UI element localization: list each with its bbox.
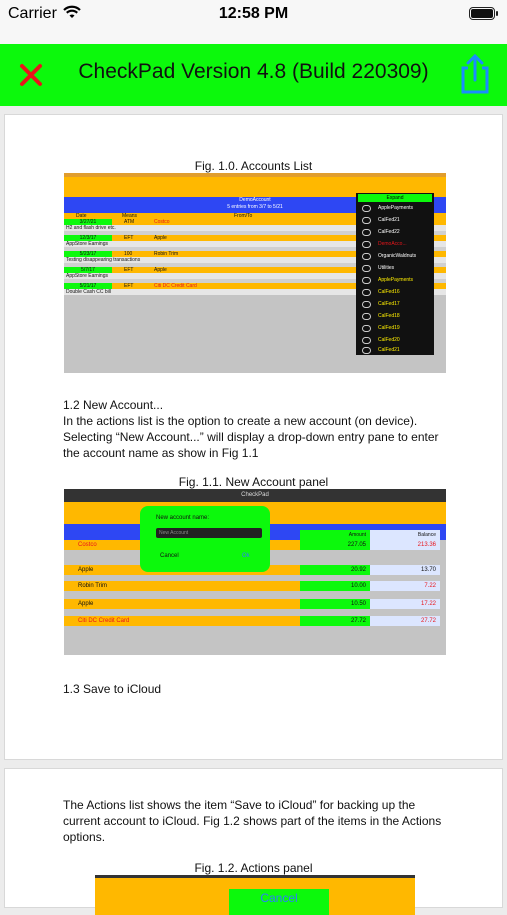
- figure-row: 3/27/21 ATM Costco: [64, 219, 446, 225]
- battery-icon: [469, 7, 495, 20]
- figure-caption: Fig. 1.1. New Account panel: [178, 475, 329, 489]
- new-account-dialog: New account name: New Account Cancel Ok: [140, 506, 270, 572]
- section-body: The Actions list shows the item “Save to iCloud” for backing up the current account to iCloud. Fig 1.2 shows part of the items in the Actions options.: [63, 798, 442, 844]
- share-icon: [455, 52, 495, 96]
- carrier-label: Carrier: [8, 5, 57, 22]
- clock: 12:58 PM: [218, 5, 289, 22]
- status-bar: [0, 0, 507, 44]
- section-title: 1.2 New Account...: [63, 398, 164, 412]
- figure-row: 5/21/17 EFT Citi DC Credit Card: [64, 283, 446, 289]
- accounts-dropdown: Expand ApplePayments CalFed21 CalFed22 DemoAcco... OrganicWaldnuts Utilities ApplePayments CalFed16 CalFed17 CalFed18 CalFed19 CalFed20 CalFed21: [356, 193, 434, 355]
- share-button[interactable]: [455, 52, 495, 96]
- nav-bar: [0, 44, 507, 106]
- figure-row: 5/7/17 EFT Apple: [64, 267, 446, 273]
- page-title: CheckPad Version 4.8 (Build 220309): [78, 60, 429, 83]
- help-page-card: [4, 114, 503, 760]
- figure-account-subtitle: 5 entries from 3/7 to 5/21: [227, 204, 283, 210]
- figure-row: 12/3/17 EFT Apple: [64, 235, 446, 241]
- figure-account-title: DemoAccount: [239, 197, 271, 203]
- figure-row: 5/23/17 100 Robin Trim: [64, 251, 446, 257]
- close-icon: [14, 58, 48, 92]
- close-button[interactable]: [14, 58, 48, 92]
- figure-accounts-list: DemoAccount 5 entries from 3/7 to 5/21 Date Means From/To 3/27/21 ATM Costco H2 and flash drive etc. 12/3/17 EFT Apple AppStore Earnings 5/23/17 100 Robin Trim Testing disappearing transactions 5/7/17 EFT Apple AppStore Earnings 5/21/17 EFT Citi DC Credit Card Double Cash CC bill Expand ApplePayments CalFed21 CalFed22 DemoAcco... OrganicWaldnuts Utilities ApplePayments CalFed16 CalFed17 CalFed18 CalFed19 CalFed20 CalFed21: [64, 173, 446, 373]
- figure-caption: Fig. 1.0. Accounts List: [194, 159, 313, 173]
- figure-caption: Fig. 1.2. Actions panel: [194, 861, 313, 875]
- section-body: In the actions list is the option to create a new account (on device). Selecting “New Account...” will display a drop-down entry pane to enter the account name as show in Fig 1.1: [63, 414, 439, 460]
- help-page-card: [4, 768, 503, 908]
- section-title: 1.3 Save to iCloud: [63, 682, 162, 696]
- figure-new-account-panel: CheckPad Costco 227.05 213.36 Amount Balance Apple 20.92 13.70 Robin Trim 10.00 7.22 Apple 10.50 17.22 Citi DC Credit Card 27.72 27.72 New account name: New Account Cancel Ok: [64, 489, 446, 655]
- figure-actions-panel: Cancel: [95, 875, 415, 915]
